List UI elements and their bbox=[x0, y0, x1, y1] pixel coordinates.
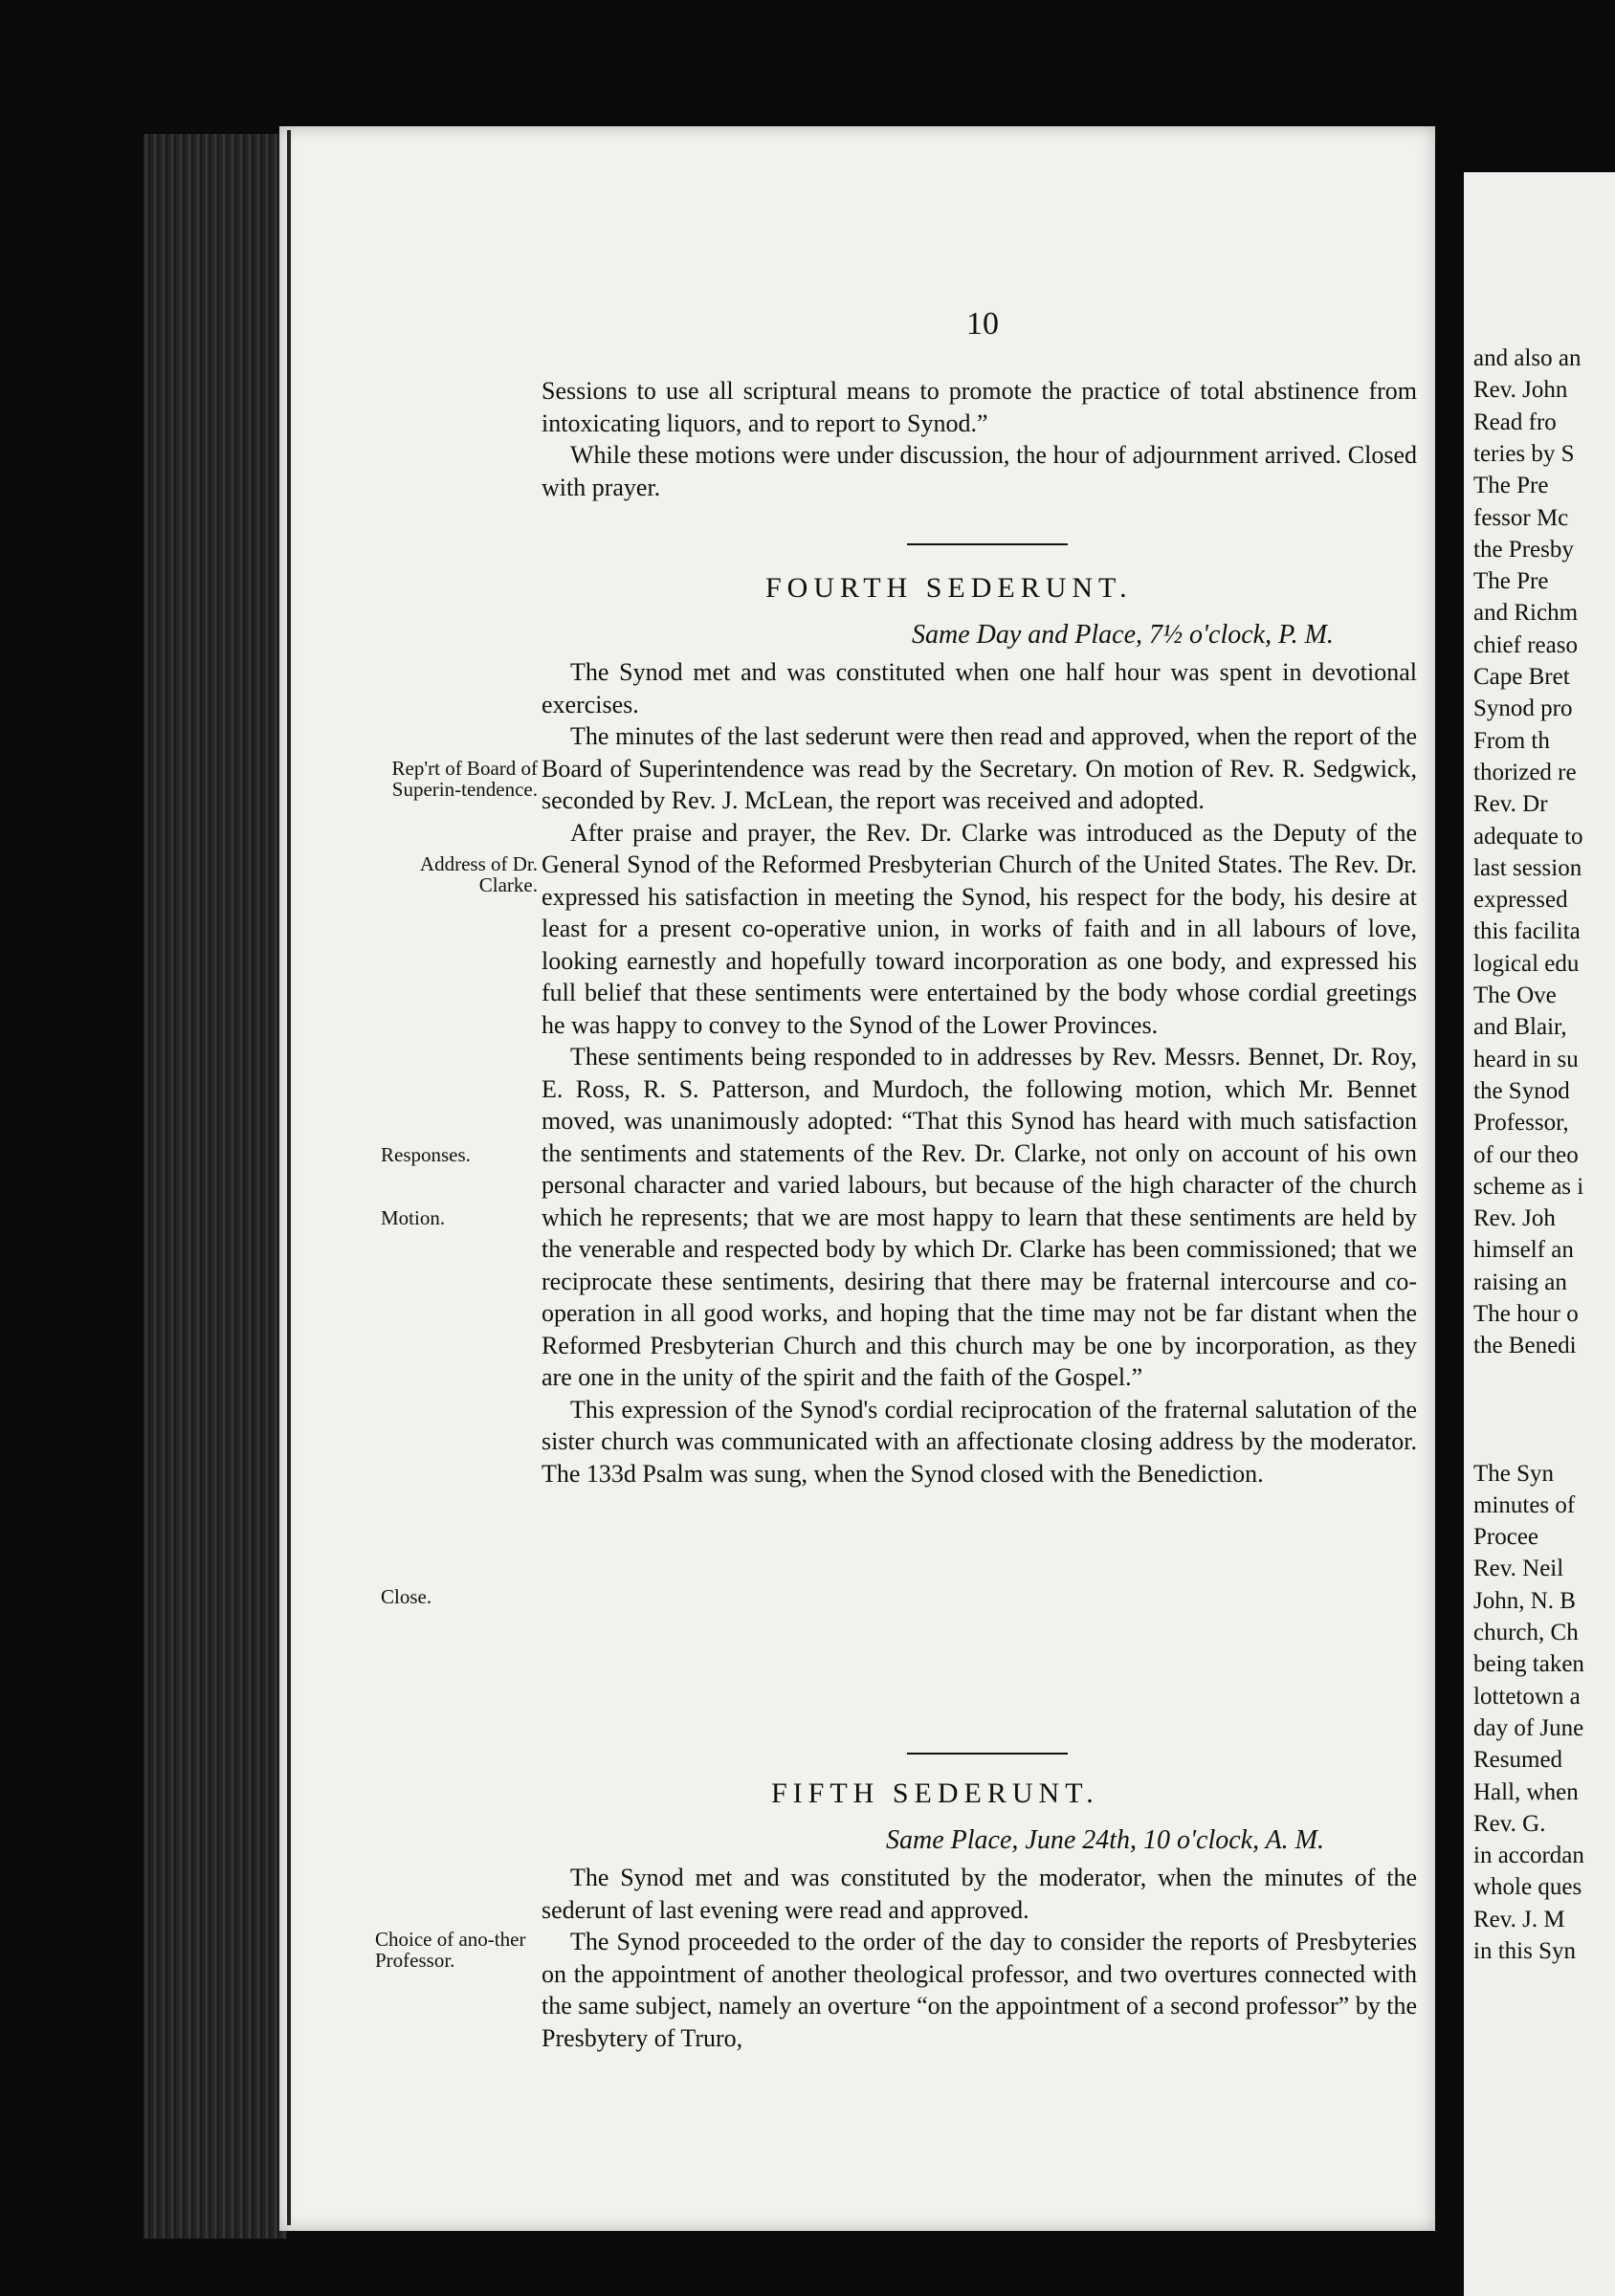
facing-page-line: of our theo bbox=[1473, 1141, 1579, 1168]
fourth-paragraph-2: The minutes of the last sederunt were then read and approved, when the report of the Board of Superintendence was read by the Secretary. On motion of Rev. R. Sedgwick, seconded by Rev. J. McLean, the report was received and adopted. bbox=[542, 722, 1417, 814]
intro-paragraph-1: Sessions to use all scriptural means to promote the practice of total abstinence from intoxicating liquors, and to report to Synod.” bbox=[542, 377, 1417, 437]
facing-page-line: the Benedi bbox=[1473, 1333, 1577, 1359]
facing-page-line: whole ques bbox=[1473, 1874, 1582, 1901]
margin-note-report-board: Rep'rt of Board of Superin-tendence. bbox=[391, 757, 538, 801]
facing-page-line: chief reaso bbox=[1473, 631, 1578, 658]
facing-page-line: Cape Bret bbox=[1473, 664, 1570, 690]
facing-page-line: the Synod bbox=[1473, 1077, 1570, 1104]
facing-page-line: thorized re bbox=[1473, 759, 1577, 785]
facing-page-line: himself an bbox=[1473, 1237, 1574, 1264]
facing-page bbox=[1464, 172, 1615, 2296]
margin-note-choice: Choice of ano-ther Professor. bbox=[375, 1928, 526, 1972]
book-binding bbox=[144, 134, 287, 2239]
facing-page-line: Rev. G. bbox=[1473, 1810, 1546, 1837]
facing-page-line: last session bbox=[1473, 854, 1582, 881]
margin-note-address: Address of Dr. Clarke. bbox=[419, 852, 538, 896]
facing-page-line: fessor Mc bbox=[1473, 504, 1569, 531]
facing-page-line: The Pre bbox=[1473, 568, 1549, 595]
facing-page-line: logical edu bbox=[1473, 950, 1580, 977]
fifth-sederunt-heading: FIFTH SEDERUNT. bbox=[771, 1777, 1099, 1809]
facing-page-line: heard in su bbox=[1473, 1046, 1579, 1072]
facing-page-line: day of June bbox=[1473, 1714, 1584, 1741]
fourth-paragraph-4: These sentiments being responded to in addresses by Rev. Messrs. Bennet, Dr. Roy, E. Ross, R. S. Patterson, and Murdoch, the following motion, which Mr. Bennet moved, was unanimously adopted: “That this Synod has heard with much satisfaction the sentiments and statements of the Rev. Dr. Clarke, not only on account of his own personal character and varied labours, but because of the high character of the church which he represents; that we are most happy to learn that these sentiments are held by the venerable and respected body by which Dr. Clarke has been commissioned; that we reciprocate these sentiments, desiring that there may be fraternal intercourse and co-operation in all good works, and hoping that the time may not be far distant when the Reformed Presbyterian Church and this church may be one by incorporation, as they are one in the unity of the spirit and the faith of the Gospel.” bbox=[542, 1043, 1417, 1391]
fifth-sederunt-text bbox=[542, 1862, 1417, 2054]
facing-page-line: Resumed bbox=[1473, 1747, 1563, 1774]
facing-page-line: John, N. B bbox=[1473, 1587, 1576, 1614]
facing-page-line: in accordan bbox=[1473, 1843, 1584, 1869]
section-rule bbox=[907, 543, 1068, 545]
facing-page-line: The Ove bbox=[1473, 982, 1557, 1008]
facing-page-line: and Richm bbox=[1473, 600, 1579, 627]
facing-page-line: the Presby bbox=[1473, 536, 1574, 563]
fifth-paragraph-1: The Synod met and was constituted by the moderator, when the minutes of the sederunt of last evening were read and approved. bbox=[542, 1864, 1417, 1924]
margin-note-responses: Responses. bbox=[381, 1143, 471, 1166]
facing-page-line: being taken bbox=[1473, 1651, 1584, 1678]
facing-page-line: The hour o bbox=[1473, 1301, 1579, 1327]
facing-page-line: The Pre bbox=[1473, 473, 1549, 499]
margin-note-close: Close. bbox=[381, 1585, 432, 1608]
fourth-sederunt-heading: FOURTH SEDERUNT. bbox=[765, 572, 1133, 604]
facing-page-line: Procee bbox=[1473, 1524, 1539, 1551]
facing-page-line: minutes of bbox=[1473, 1491, 1576, 1518]
margin-note-motion: Motion. bbox=[381, 1206, 446, 1229]
facing-page-line: lottetown a bbox=[1473, 1683, 1581, 1710]
facing-page-line: Read fro bbox=[1473, 408, 1557, 435]
facing-page-line: expressed bbox=[1473, 887, 1568, 914]
section-rule bbox=[907, 1753, 1068, 1755]
fourth-sederunt-date: Same Day and Place, 7½ o'clock, P. M. bbox=[912, 620, 1334, 650]
fifth-sederunt-date: Same Place, June 24th, 10 o'clock, A. M. bbox=[886, 1825, 1324, 1855]
facing-page-line: this facilita bbox=[1473, 918, 1581, 945]
facing-page-line: Rev. J. M bbox=[1473, 1906, 1565, 1932]
facing-page-line: raising an bbox=[1473, 1269, 1567, 1295]
facing-page-line: church, Ch bbox=[1473, 1620, 1579, 1645]
fourth-paragraph-3: After praise and prayer, the Rev. Dr. Clarke was introduced as the Deputy of the General Synod of the Reformed Presbyterian Church of the United States. The Rev. Dr. expressed his satisfaction in meeting the Synod, his respect for the body, his desire at least for a present co-operative union, in works of faith and in all labours of love, looking earnestly and hopefully toward incorporation as one body, and expressed his full belief that these sentiments were entertained by the body whose cordial greetings he was happy to convey to the Synod of the Lower Provinces. bbox=[542, 818, 1417, 1039]
fourth-sederunt-text bbox=[542, 656, 1417, 1490]
intro-paragraph-2: While these motions were under discussion, the hour of adjournment arrived. Closed with prayer. bbox=[542, 441, 1417, 501]
facing-page-line: Hall, when bbox=[1473, 1778, 1579, 1805]
facing-page-line: scheme as i bbox=[1473, 1173, 1584, 1200]
facing-page-line: teries by S bbox=[1473, 440, 1575, 467]
fifth-paragraph-2: The Synod proceeded to the order of the day to consider the reports of Presbyteries on the appointment of another theological professor, and two overtures connected with the same subject, namely an overture “on the appointment of a second professor” by the Presbytery of Truro, bbox=[542, 1928, 1417, 2052]
facing-page-line: Rev. Joh bbox=[1473, 1205, 1556, 1232]
fourth-paragraph-1: The Synod met and was constituted when one half hour was spent in devotional exercises. bbox=[542, 658, 1417, 718]
intro-block bbox=[542, 375, 1417, 503]
facing-page-line: and also an bbox=[1473, 345, 1582, 371]
facing-page-line: and Blair, bbox=[1473, 1014, 1567, 1041]
fourth-paragraph-5: This expression of the Synod's cordial reciprocation of the fraternal salutation of the sister church was communicated with an affectionate closing address by the moderator. The 133d Psalm was sung, when the Synod closed with the Benediction. bbox=[542, 1395, 1417, 1488]
facing-page-line: Synod pro bbox=[1473, 695, 1573, 722]
facing-page-line: Rev. John bbox=[1473, 377, 1568, 404]
facing-page-line: Rev. Dr bbox=[1473, 791, 1548, 818]
facing-page-line: The Syn bbox=[1473, 1460, 1555, 1487]
facing-page-line: Rev. Neil bbox=[1473, 1556, 1564, 1582]
page-edge bbox=[287, 130, 291, 2225]
facing-page-line: in this Syn bbox=[1473, 1938, 1576, 1964]
facing-page-line: adequate to bbox=[1473, 823, 1583, 850]
facing-page-line: Professor, bbox=[1473, 1110, 1569, 1137]
facing-page-line: From th bbox=[1473, 727, 1550, 754]
page-number: 10 bbox=[966, 306, 999, 342]
